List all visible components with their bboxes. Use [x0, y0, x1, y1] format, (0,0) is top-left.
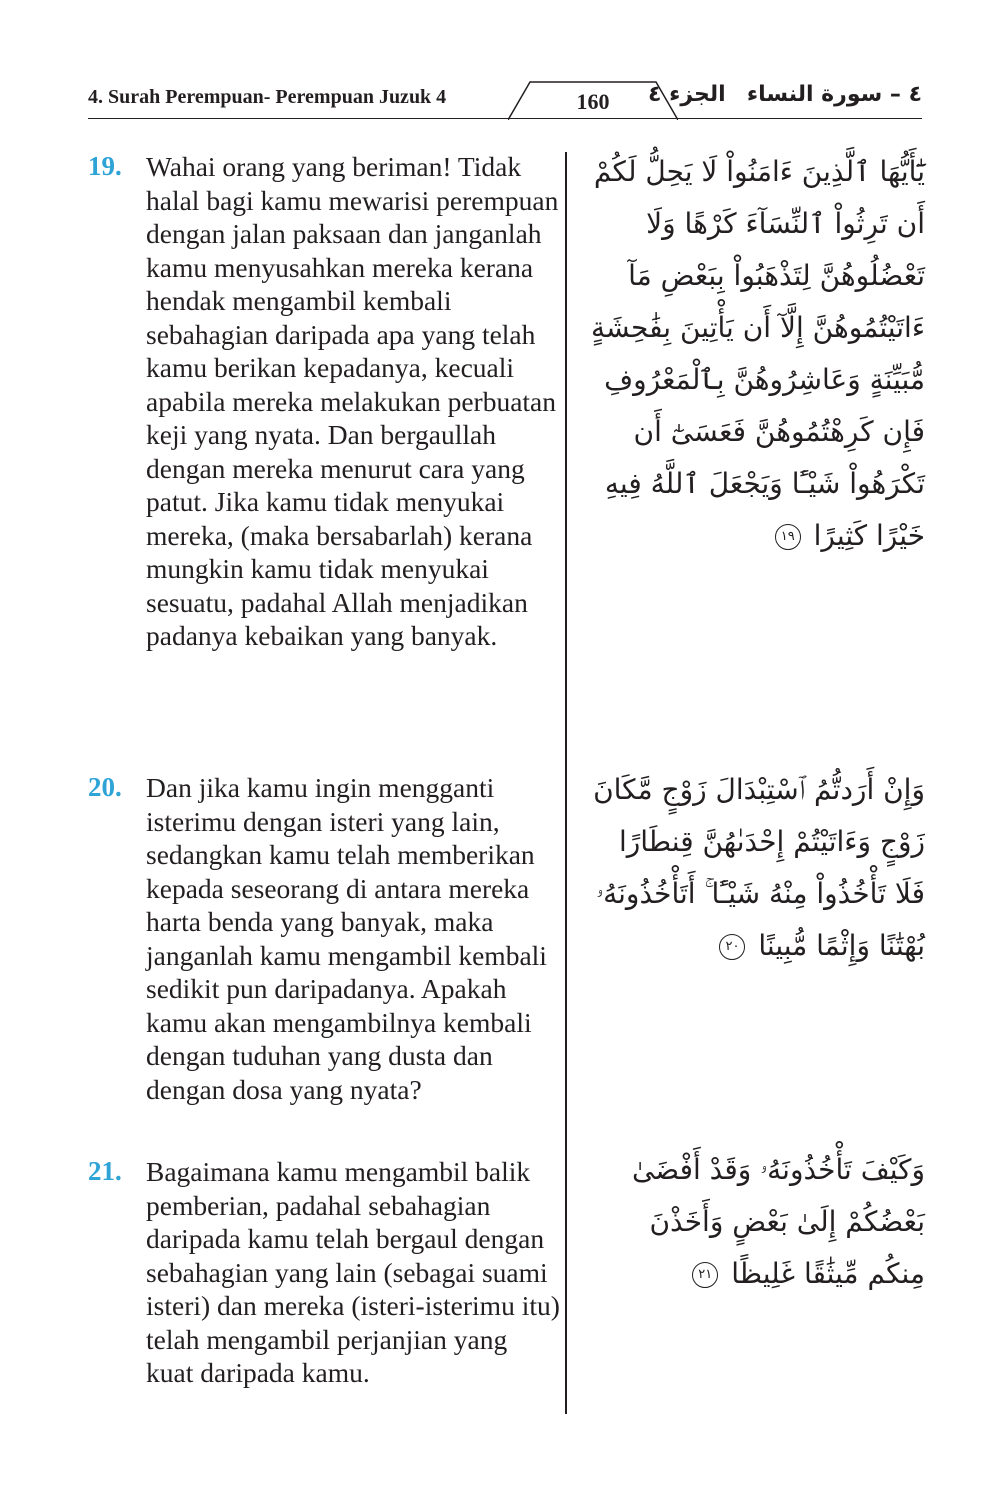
column-divider: [565, 152, 567, 1414]
verse-number: 20.: [88, 772, 122, 802]
header-rule: [88, 118, 922, 119]
verse-translation: Bagaimana kamu mengambil balik pemberian, padahal sebahagian daripada kamu telah bergaul dengan sebahagian yang lain (sebagai suami isteri) dan mereka (isteri-isterimu itu) telah mengambil perjanjian yang kuat daripada kamu.: [146, 1156, 560, 1388]
page-header: [88, 78, 922, 120]
arabic-text: وَكَيْفَ تَأْخُذُونَهُۥ وَقَدْ أَفْضَىٰ بَعْضُكُمْ إِلَىٰ بَعْضٍ وَأَخَذْنَ مِنكُم مِّيثَٰقًا غَلِيظًا: [631, 1153, 925, 1290]
page-number-text: 160: [576, 89, 610, 114]
ayah-end-marker: ٢٠: [719, 934, 745, 960]
verse-number: 21.: [88, 1156, 122, 1186]
verse-20-arabic: [590, 764, 925, 972]
ayah-end-marker: ٢١: [692, 1262, 718, 1288]
running-title: 4. Surah Perempuan- Perempuan Juzuk 4: [88, 86, 447, 108]
arabic-text: وَإِنْ أَرَدتُّمُ ٱسْتِبْدَالَ زَوْجٍ مَّكَانَ زَوْجٍ وَءَاتَيْتُمْ إِحْدَىٰهُنَّ قِنطَارًا فَلَا تَأْخُذُواْ مِنْهُ شَيْـًٔا ۚ أَتَأْخُذُونَهُۥ بُهْتَٰنًا وَإِثْمًا مُّبِينًا: [593, 773, 925, 962]
page-number: [538, 78, 648, 118]
ayah-end-marker: ١٩: [775, 524, 801, 550]
arabic-text: يَٰٓأَيُّهَا ٱلَّذِينَ ءَامَنُواْ لَا يَحِلُّ لَكُمْ أَن تَرِثُواْ ٱلنِّسَآءَ كَرْهًا وَلَا تَعْضُلُوهُنَّ لِتَذْهَبُواْ بِبَعْضِ مَآ ءَاتَيْتُمُوهُنَّ إِلَّآ أَن يَأْتِينَ بِفَٰحِشَةٍ مُّبَيِّنَةٍ وَعَاشِرُوهُنَّ بِٱلْمَعْرُوفِ فَإِن كَرِهْتُمُوهُنَّ فَعَسَىٰٓ أَن تَكْرَهُواْ شَيْـًٔا وَيَجْعَلَ ٱللَّهُ فِيهِ خَيْرًا كَثِيرًا: [591, 155, 925, 552]
verse-translation: Dan jika kamu ingin mengganti isterimu dengan isteri yang lain, sedangkan kamu telah memberikan kepada seseorang di antara mereka harta benda yang banyak, maka janganlah kamu mengambil kembali sedikit pun daripadanya. Apakah kamu akan mengambilnya kembali dengan tuduhan yang dusta dan dengan dosa yang nyata?: [146, 772, 547, 1105]
verse-19-arabic: [590, 146, 925, 562]
surah-arabic: ٤ – سورة النساء: [746, 82, 922, 107]
verse-21-arabic: [590, 1144, 925, 1300]
verse-number: 19.: [88, 151, 122, 181]
juz-arabic: الجزء ٤: [648, 82, 726, 107]
verse-translation: Wahai orang yang beriman! Tidak halal bagi kamu mewarisi perempuan dengan jalan paksaan dan janganlah kamu menyusahkan mereka kerana hendak mengambil kembali sebahagian daripada apa yang telah kamu berikan kepadanya, kecuali apabila mereka melakukan perbuatan keji yang nyata. Dan bergaullah dengan mereka menurut cara yang patut. Jika kamu tidak menyukai mereka, (maka bersabarlah) kerana mungkin kamu tidak menyukai sesuatu, padahal Allah menjadikan padanya kebaikan yang banyak.: [146, 151, 559, 651]
